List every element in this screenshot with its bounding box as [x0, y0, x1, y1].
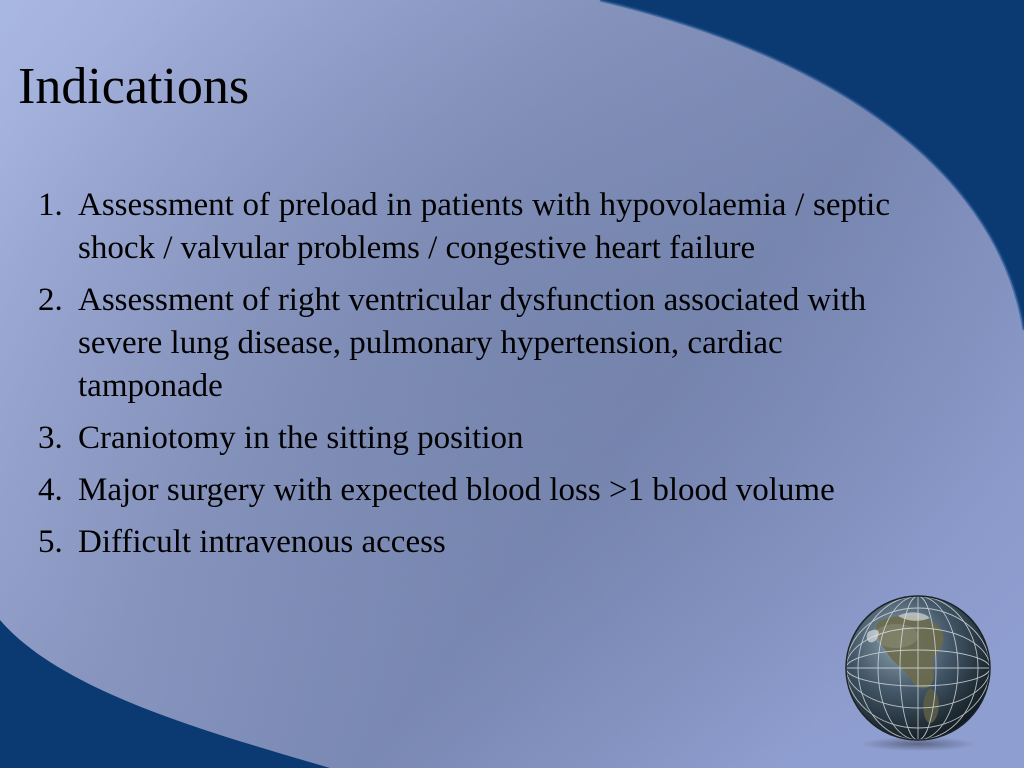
- list-item-text: Craniotomy in the sitting position: [78, 420, 524, 456]
- indications-list: [38, 184, 890, 573]
- list-item-number: 1.: [38, 187, 63, 223]
- list-item-text: Assessment of preload in patients with hypovolaemia / septic shock / valvular problems / congestive heart failure: [78, 187, 890, 266]
- list-item: [38, 184, 890, 270]
- globe-icon: [838, 592, 998, 752]
- list-item: [38, 279, 890, 408]
- list-item-number: 4.: [38, 472, 63, 508]
- list-item-text: Difficult intravenous access: [78, 524, 446, 560]
- list-item: [38, 521, 890, 564]
- list-item: [38, 469, 890, 512]
- list-item-text: Assessment of right ventricular dysfunction associated with severe lung disease, pulmonary hypertension, cardiac tamponade: [78, 282, 867, 404]
- list-item-number: 3.: [38, 420, 63, 456]
- list-item: [38, 417, 890, 460]
- list-item-number: 5.: [38, 524, 63, 560]
- slide-title: Indications: [18, 58, 250, 115]
- list-item-text: Major surgery with expected blood loss >1 blood volume: [78, 472, 835, 508]
- list-item-number: 2.: [38, 282, 63, 318]
